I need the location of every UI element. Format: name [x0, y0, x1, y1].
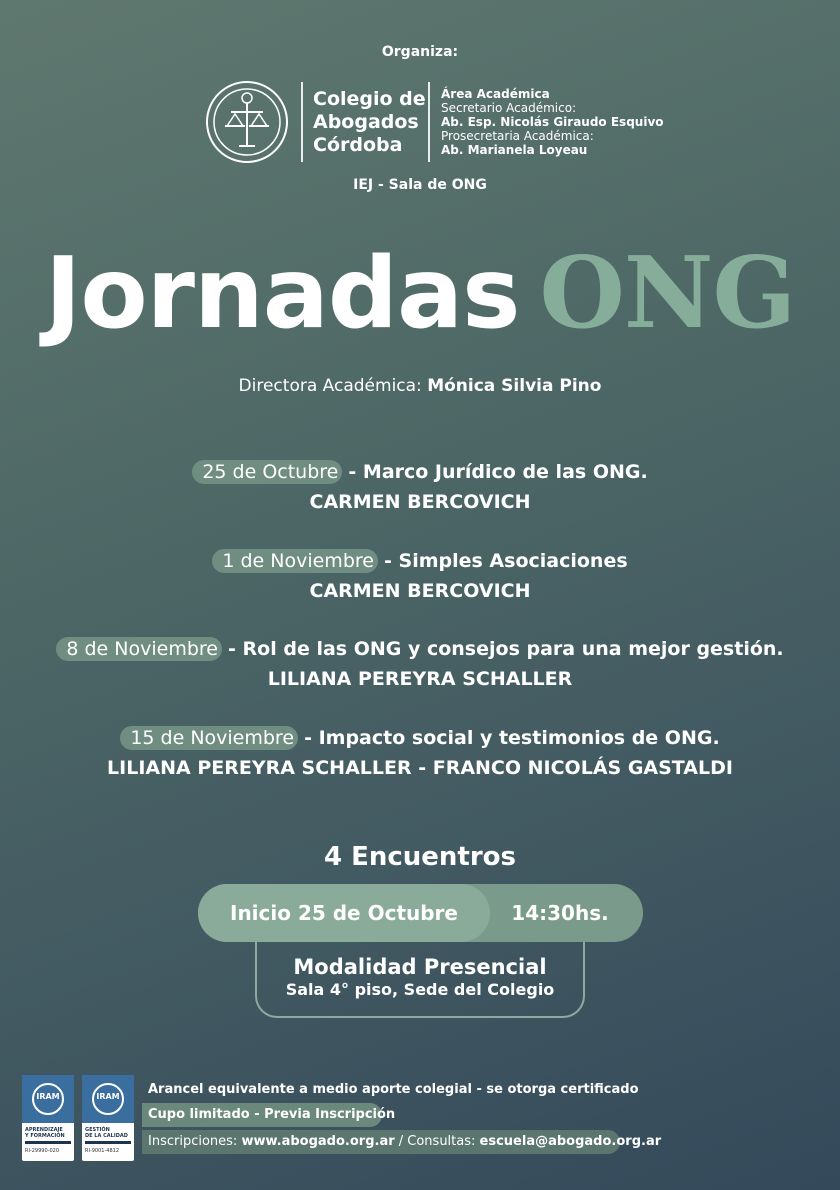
organiza-label: Organiza: — [381, 44, 459, 60]
page-title — [0, 236, 840, 351]
directora-name: Mónica Silvia Pino — [427, 376, 602, 396]
inscripciones-link[interactable]: www.abogado.org.ar — [241, 1134, 395, 1149]
session-date: 8 de Noviembre — [56, 637, 222, 661]
colegio-seal-logo — [205, 80, 289, 164]
colegio-line-1: Colegio de — [313, 88, 426, 110]
session-item — [0, 727, 840, 779]
area-title: Área Académica — [441, 87, 550, 101]
session-topic: - Impacto social y testimonios de ONG. — [304, 727, 720, 749]
session-speaker: LILIANA PEREYRA SCHALLER — [267, 668, 573, 690]
session-item — [0, 638, 840, 690]
consultas-email-link[interactable]: escuela@abogado.org.ar — [479, 1134, 662, 1149]
contact-line — [148, 1134, 661, 1149]
secretario-label: Secretario Académico: — [441, 101, 577, 115]
header-divider-left — [301, 82, 303, 162]
cert-text: GESTIÓN DE LA CALIDAD — [85, 1127, 128, 1139]
title-ong: ONG — [539, 236, 796, 351]
cert-code: RI-9001-4812 — [85, 1148, 120, 1154]
session-topic: - Marco Jurídico de las ONG. — [348, 461, 648, 483]
area-academica-block — [441, 87, 664, 157]
arancel-text: Arancel equivalente a medio aporte colegial - se otorga certificado — [148, 1082, 639, 1097]
prosecretaria-name: Ab. Marianela Loyeau — [441, 143, 588, 157]
secretario-name: Ab. Esp. Nicolás Giraudo Esquivo — [441, 115, 664, 129]
directora-label: Directora Académica: — [238, 376, 422, 396]
hora-label: 14:30hs. — [511, 901, 609, 925]
session-topic: - Simples Asociaciones — [384, 550, 628, 572]
prosecretaria-label: Prosecretaria Académica: — [441, 129, 594, 143]
iram-certification-badge — [22, 1075, 74, 1161]
cert-text: APRENDIZAJE Y FORMACIÓN — [25, 1127, 65, 1139]
sala-label: IEJ - Sala de ONG — [353, 177, 487, 193]
header-divider-right — [428, 82, 430, 162]
inicio-label: Inicio 25 de Octubre — [198, 884, 490, 942]
cupo-text: Cupo limitado - Previa Inscripción — [148, 1107, 396, 1122]
iram-brand: IRAM — [36, 1092, 60, 1101]
title-jornadas: Jornadas — [44, 237, 520, 351]
colegio-name — [313, 88, 426, 157]
cert-code: RI-29990-020 — [25, 1148, 60, 1154]
consultas-label: / Consultas: — [398, 1134, 476, 1149]
inscripciones-label: Inscripciones: — [148, 1134, 238, 1149]
lugar-label: Sala 4° piso, Sede del Colegio — [285, 980, 555, 999]
session-item — [0, 550, 840, 602]
colegio-line-3: Córdoba — [313, 134, 403, 156]
session-speaker: CARMEN BERCOVICH — [309, 580, 531, 602]
modalidad-label: Modalidad Presencial — [293, 955, 547, 979]
colegio-line-2: Abogados — [313, 111, 419, 133]
session-date: 25 de Octubre — [192, 460, 342, 484]
iram-certification-badge — [82, 1075, 134, 1161]
session-date: 1 de Noviembre — [212, 549, 378, 573]
session-topic: - Rol de las ONG y consejos para una mejor gestión. — [228, 638, 784, 660]
iram-brand: IRAM — [96, 1092, 120, 1101]
session-speaker: CARMEN BERCOVICH — [309, 491, 531, 513]
encuentros-count: 4 Encuentros — [323, 842, 517, 872]
session-date: 15 de Noviembre — [120, 726, 298, 750]
session-speaker: LILIANA PEREYRA SCHALLER - FRANCO NICOLÁS GASTALDI — [107, 757, 733, 779]
directora-line — [0, 376, 840, 396]
session-item — [0, 461, 840, 513]
